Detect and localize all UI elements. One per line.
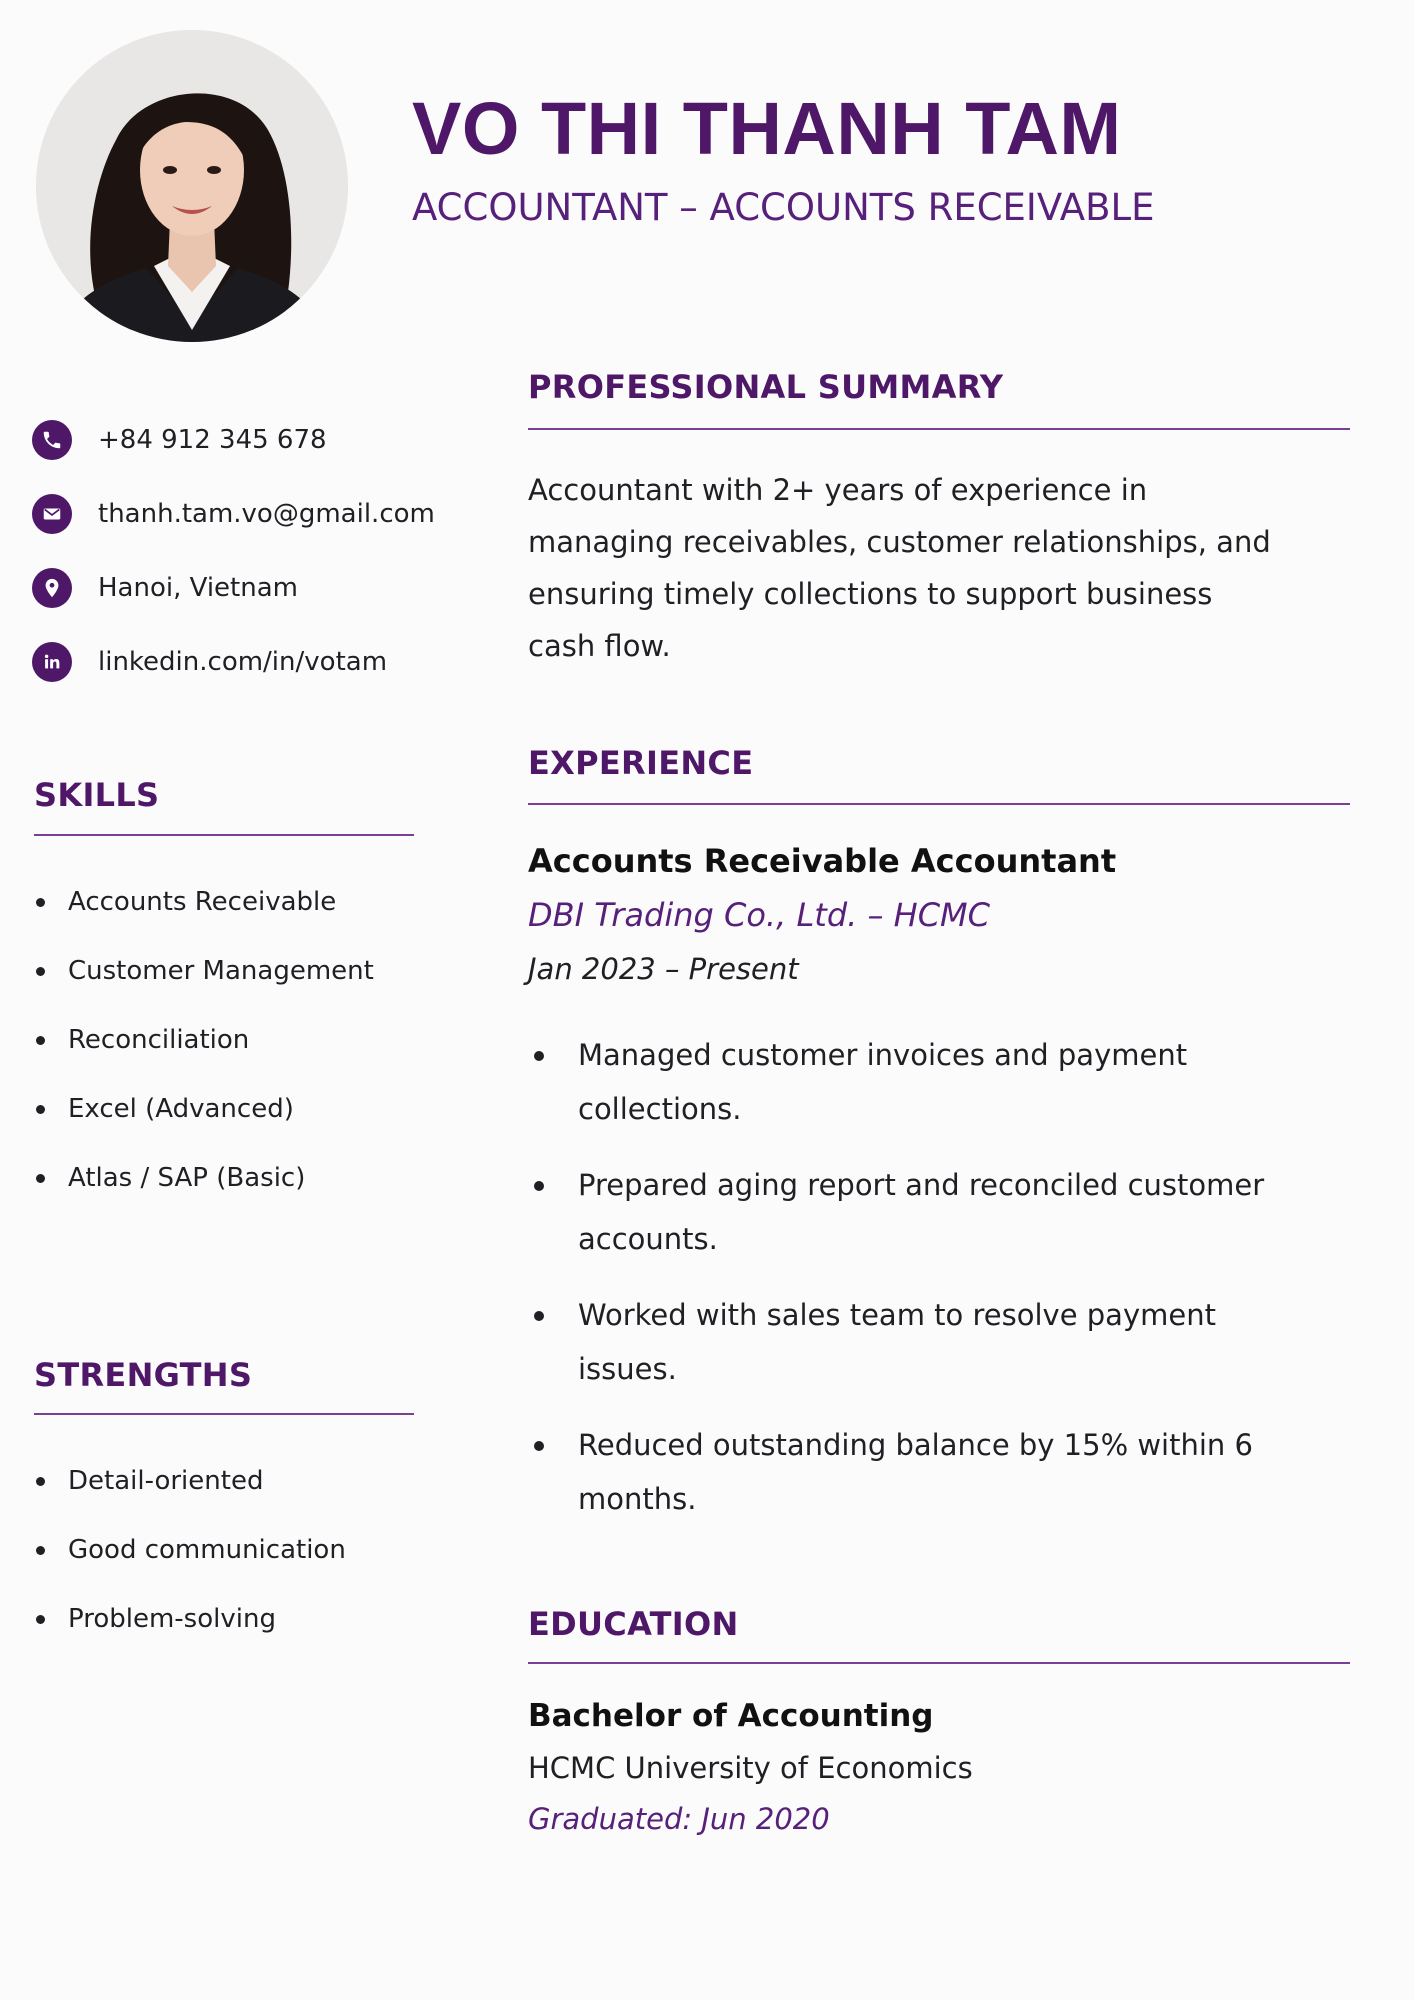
summary-divider — [528, 428, 1350, 430]
strengths-heading: STRENGTHS — [34, 1356, 253, 1394]
list-item: Reduced outstanding balance by 15% within 6 months. — [528, 1418, 1288, 1526]
education-degree: Bachelor of Accounting — [528, 1698, 934, 1734]
list-item: Prepared aging report and reconciled customer accounts. — [528, 1158, 1288, 1266]
phone-number[interactable]: +84 912 345 678 — [98, 425, 327, 455]
list-item: Atlas / SAP (Basic) — [32, 1158, 374, 1227]
list-item: Good communication — [32, 1530, 346, 1599]
job-role: Accounts Receivable Accountant — [528, 842, 1117, 880]
list-item: Detail-oriented — [32, 1461, 346, 1530]
experience-divider — [528, 803, 1350, 805]
job-dates: Jan 2023 – Present — [528, 952, 799, 986]
education-graduated: Graduated: Jun 2020 — [528, 1802, 830, 1836]
list-item: Accounts Receivable — [32, 882, 374, 951]
candidate-name: VO THI THANH TAM — [412, 87, 1122, 170]
email-address[interactable]: thanh.tam.vo@gmail.com — [98, 499, 435, 529]
email-icon — [32, 494, 72, 534]
skills-heading: SKILLS — [34, 776, 160, 814]
education-heading: EDUCATION — [528, 1605, 739, 1643]
summary-text: Accountant with 2+ years of experience in managing receivables, customer relationships, and ensuring timely collections to support business cash flow. — [528, 473, 1271, 663]
list-item: Excel (Advanced) — [32, 1089, 374, 1158]
job-company: DBI Trading Co., Ltd. – HCMC — [528, 896, 990, 934]
phone-icon — [32, 420, 72, 460]
candidate-title: ACCOUNTANT – ACCOUNTS RECEIVABLE — [412, 186, 1155, 229]
contact-linkedin — [32, 642, 435, 682]
duties-list — [528, 1028, 1288, 1548]
list-item: Worked with sales team to resolve payment issues. — [528, 1288, 1288, 1396]
skills-divider — [34, 834, 414, 836]
portrait-illustration — [36, 30, 348, 342]
list-item: Managed customer invoices and payment collections. — [528, 1028, 1288, 1136]
strengths-list — [32, 1461, 346, 1668]
contact-location — [32, 568, 435, 608]
contact-phone — [32, 420, 435, 460]
experience-heading: EXPERIENCE — [528, 744, 754, 782]
location-pin-icon — [32, 568, 72, 608]
list-item: Customer Management — [32, 951, 374, 1020]
contact-list — [32, 420, 435, 716]
linkedin-icon — [32, 642, 72, 682]
list-item: Reconciliation — [32, 1020, 374, 1089]
skills-list — [32, 882, 374, 1227]
education-divider — [528, 1662, 1350, 1664]
linkedin-url[interactable]: linkedin.com/in/votam — [98, 647, 388, 677]
profile-photo — [36, 30, 348, 342]
education-school: HCMC University of Economics — [528, 1751, 973, 1785]
contact-email — [32, 494, 435, 534]
location-text: Hanoi, Vietnam — [98, 573, 298, 603]
summary-heading: PROFESSIONAL SUMMARY — [528, 368, 1004, 406]
strengths-divider — [34, 1413, 414, 1415]
list-item: Problem-solving — [32, 1599, 346, 1668]
